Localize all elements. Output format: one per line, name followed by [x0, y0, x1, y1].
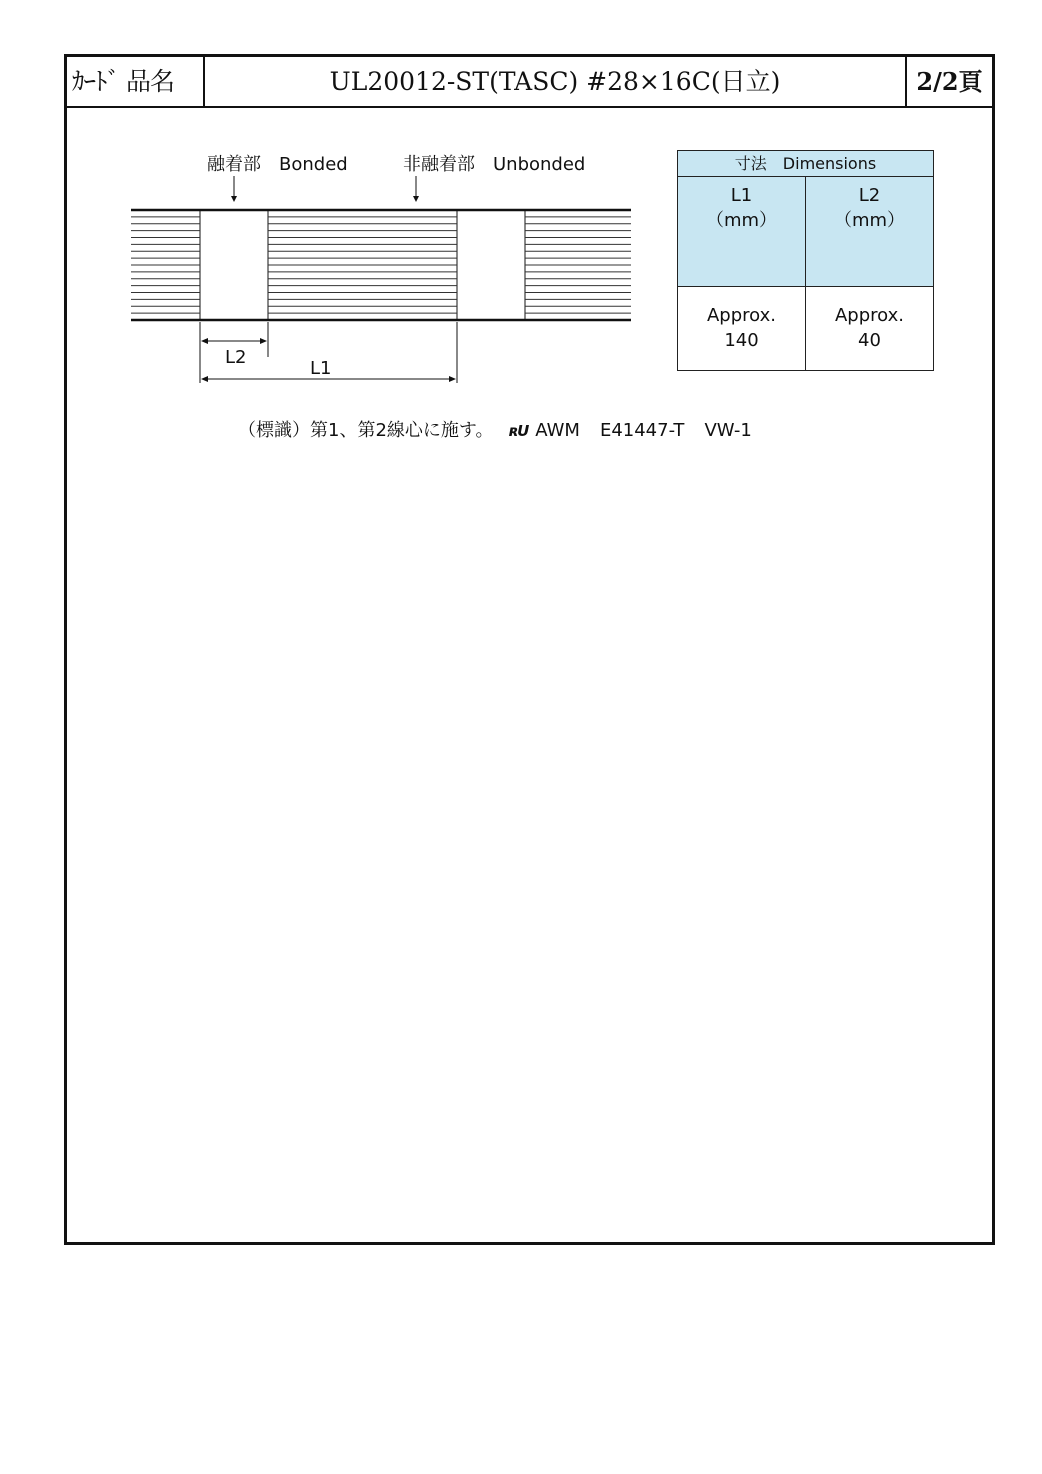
l2-column-name: L2	[858, 185, 881, 206]
vw1-rating: VW-1	[704, 420, 752, 441]
l1-value-cell	[678, 287, 806, 370]
bonded-label: 融着部 Bonded	[207, 154, 348, 175]
awm-text: AWM	[535, 420, 580, 441]
l1-column-unit: （mm）	[705, 210, 778, 231]
l2-value-cell	[806, 287, 933, 370]
l1-header-cell	[678, 177, 806, 287]
l1-dimension-label: L1	[310, 358, 332, 379]
card-name-label: ｶｰﾄﾞ 品名	[67, 57, 205, 106]
dimensions-table-title: 寸法 Dimensions	[678, 151, 933, 177]
ul-file-number: E41447-T	[599, 420, 685, 441]
unbonded-label: 非融着部 Unbonded	[403, 154, 586, 175]
l1-column-name: L1	[730, 185, 753, 206]
marking-note	[238, 416, 752, 442]
l2-header-cell	[806, 177, 933, 287]
l2-column-unit: （mm）	[833, 210, 906, 231]
l2-dimension-label: L2	[225, 347, 247, 368]
ul-recognized-logo: ʀU	[509, 422, 528, 440]
l2-value: 40	[858, 330, 881, 351]
conductor-lines	[131, 217, 631, 313]
l2-approx-text: Approx.	[834, 305, 904, 326]
page-number: 2/2頁	[905, 57, 992, 106]
marking-text: （標識）第1、第2線心に施す。	[238, 420, 494, 441]
l1-approx-text: Approx.	[706, 305, 776, 326]
dimensions-table	[677, 150, 934, 371]
l1-value: 140	[724, 330, 759, 351]
product-title: UL20012-ST(TASC) #28×16C(日立)	[329, 67, 781, 96]
